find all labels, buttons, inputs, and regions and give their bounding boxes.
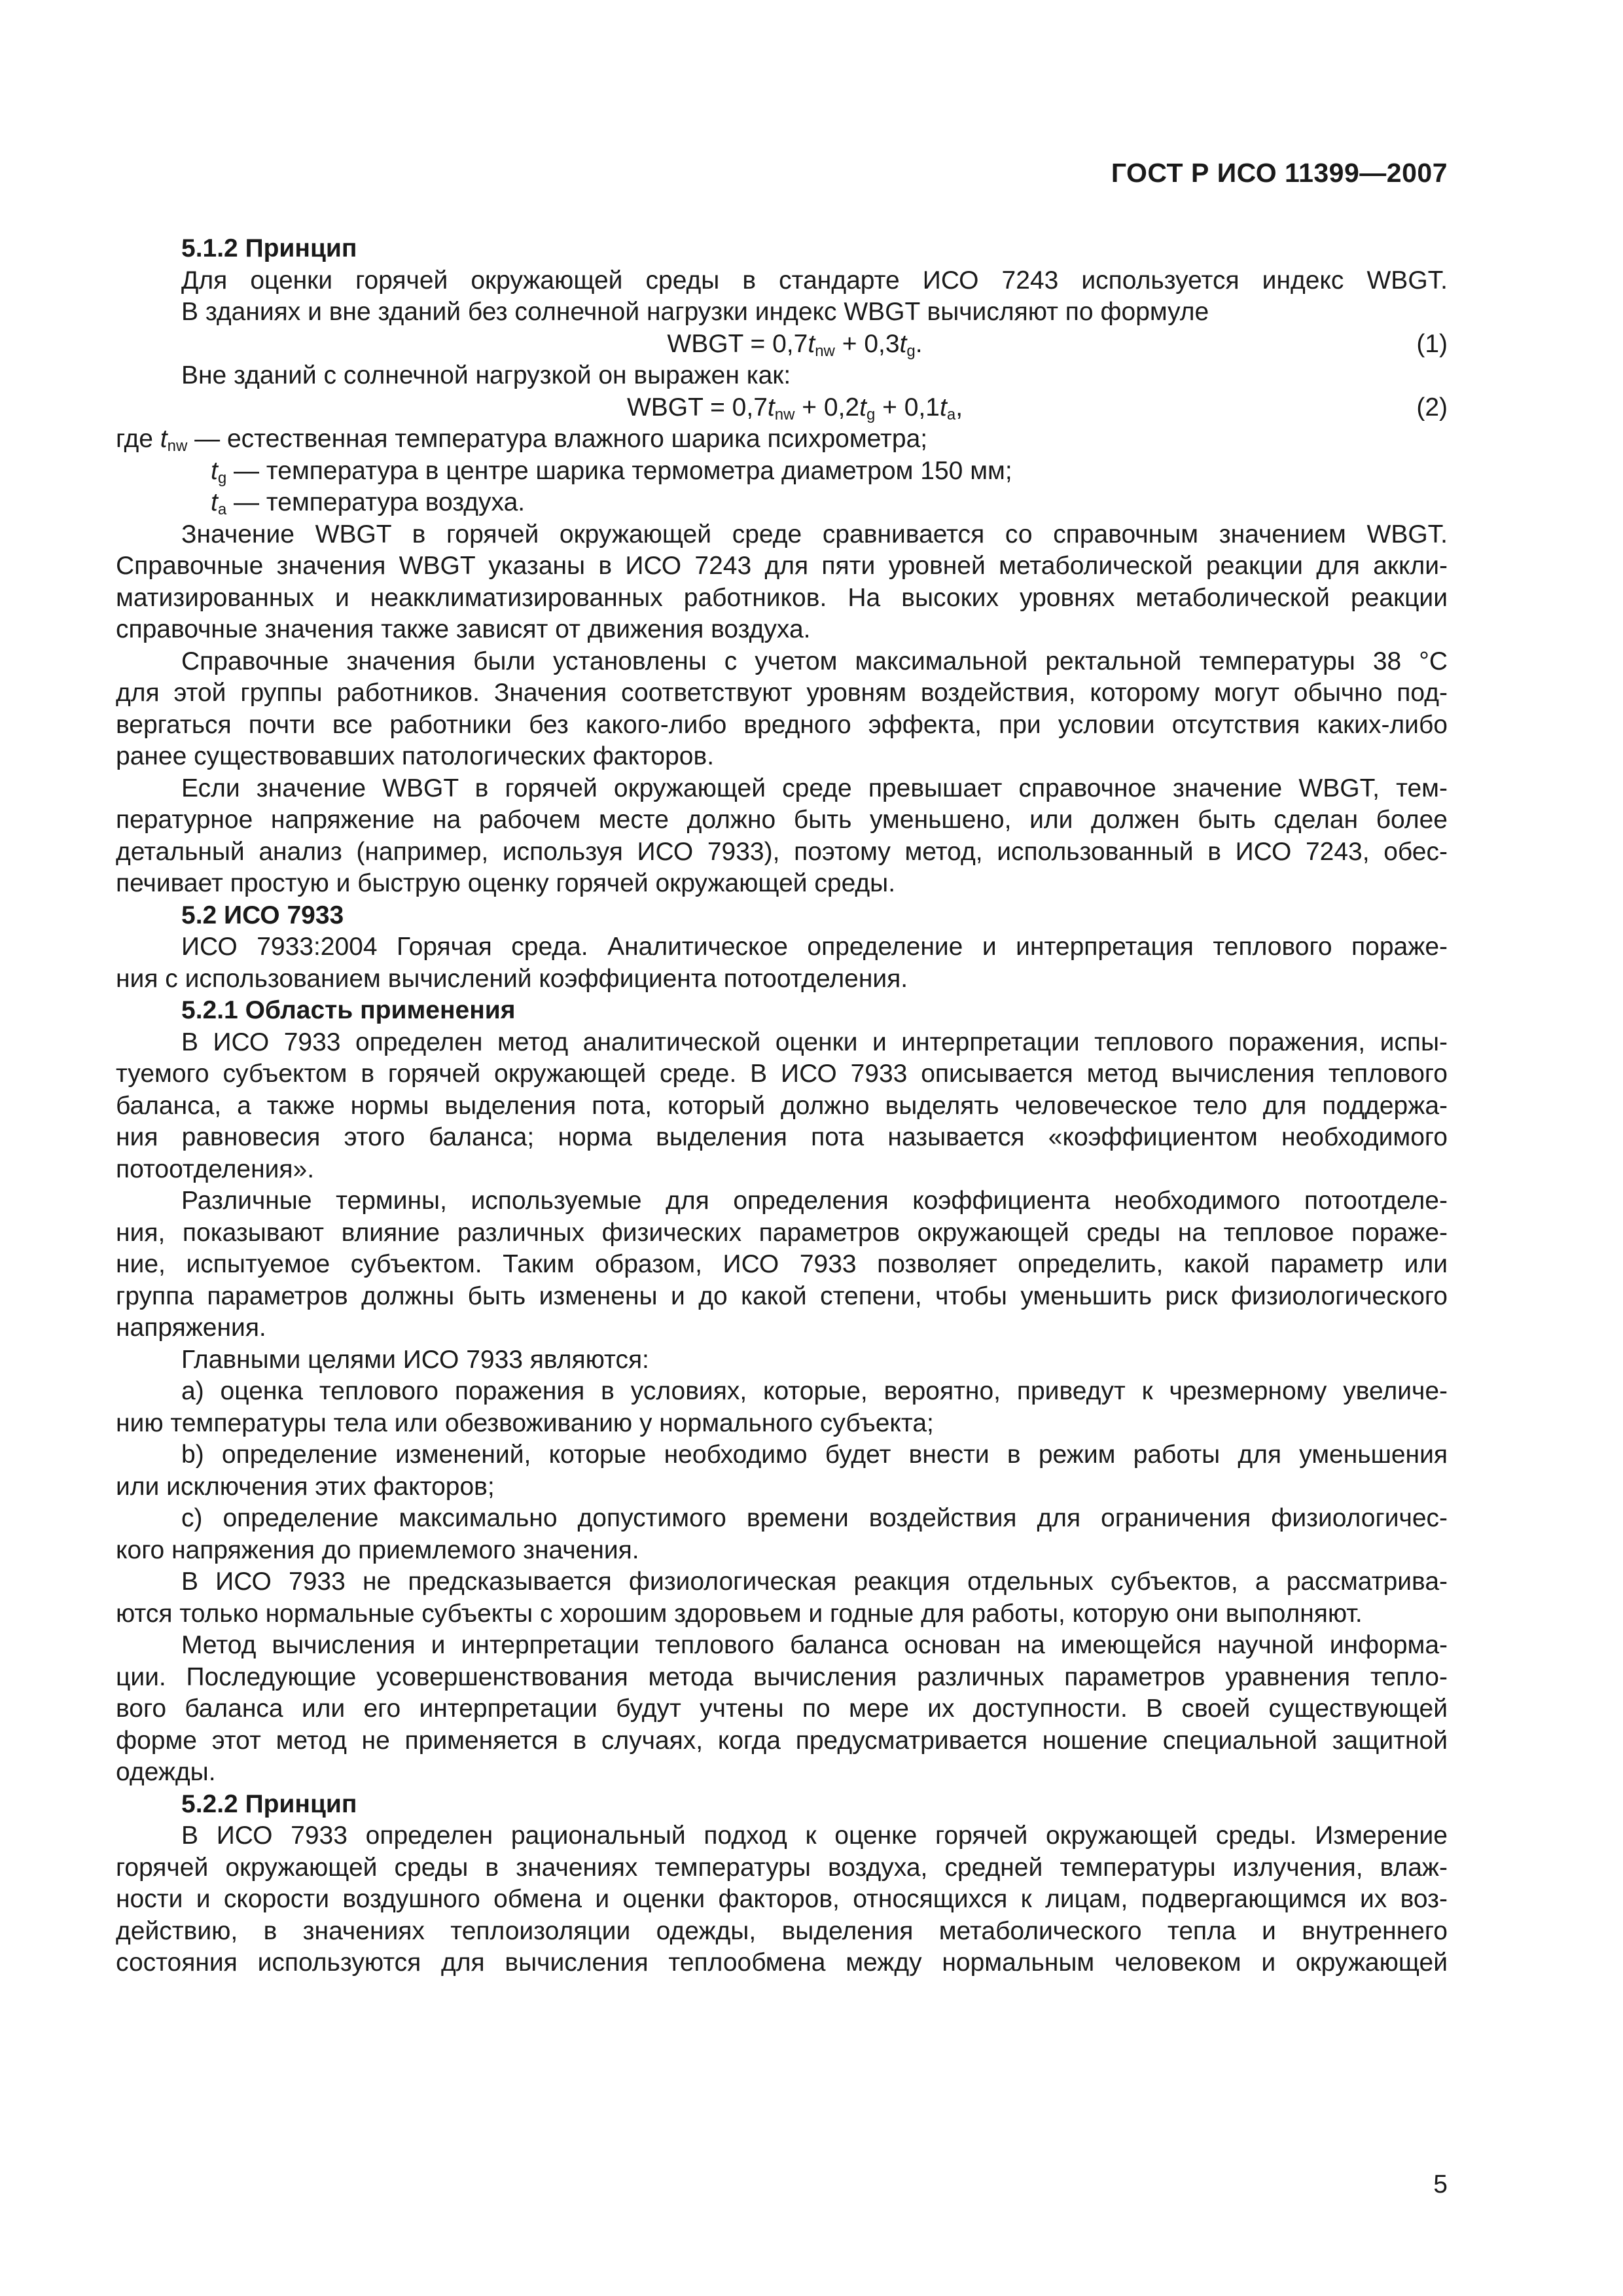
- section-title-5-2-1: 5.2.1 Область применения: [181, 996, 516, 1024]
- document-body: [116, 233, 1448, 1979]
- paragraph: В ИСО 7933 определен метод аналитической оценки и интерпретации теплового поражения, испы- туемого субъектом в горячей окружающей среде. В ИСО 7933 описывается метод вычисления теплового баланса, а также нормы выделения пота, который должно выделять человеческое тело для поддержа- ния равновесия этого баланса; норма выделения пота называется «коэффициентом необходимого потоотделения».: [116, 1028, 1448, 1183]
- paragraph: Вне зданий с солнечной нагрузкой он выражен как:: [181, 361, 791, 389]
- paragraph: Метод вычисления и интерпретации теплового баланса основан на имеющейся научной информа- ции. Последующие усовершенствования метода вычисления различных параметров уравнения тепло- вого баланса или его интерпретации будут учтены по мере их доступности. В своей существующей форме этот метод не применяется в случаях, когда предусматривается ношение специальной защитной одежды.: [116, 1631, 1448, 1786]
- section-title-5-2-2: 5.2.2 Принцип: [181, 1789, 357, 1818]
- formula-1: WBGT = $0,7t_{nw} + 0,3t_g$. (1): [667, 329, 1448, 360]
- variable-definitions: где $t_{nw}$ — естественная температура влажного шарика психрометра; $t_g$ — температура в центре шарика термометра диаметром 150 мм; $t_a$ — температура воздуха.: [116, 425, 1012, 518]
- paragraph: В ИСО 7933 определен рациональный подход к оценке горячей окружающей среды. Измерение горячей окружающей среды в значениях температуры воздуха, средней температуры излучения, влаж- ности и скорости воздушного обмена и оценки факторов, относящихся к лицам, подвергающимся их воз- действию, в значениях теплоизоляции одежды, выделения метаболического тепла и внутреннего состояния используются для вычисления теплообмена между нормальным человеком и окружающей: [116, 1821, 1448, 1977]
- list-item-a: a) оценка теплового поражения в условиях, которые, вероятно, приведут к чрезмерному увеличе- нию температуры тела или обезвоживанию у нормального субъекта;: [116, 1377, 1448, 1437]
- list-item-b: b) определение изменений, которые необходимо будет внести в режим работы для уменьшения или исключения этих факторов;: [116, 1441, 1448, 1501]
- formula-2: WBGT = $0,7t_{nw} + 0,2t_g + 0,1t_a$, (2): [626, 393, 1448, 423]
- paragraph: ИСО 7933:2004 Горячая среда. Аналитическое определение и интерпретация теплового пораже- ния с использованием вычислений коэффициента потоотделения.: [116, 933, 1448, 993]
- paragraph: В ИСО 7933 не предсказывается физиологическая реакция отдельных субъектов, а рассматрива- ются только нормальные субъекты с хорошим здоровьем и годные для работы, которую они выполняют.: [116, 1568, 1448, 1628]
- page-number: 5: [1433, 2170, 1448, 2198]
- paragraph: Если значение WBGT в горячей окружающей среде превышает справочное значение WBGT, тем- пературное напряжение на рабочем месте должно быть уменьшено, или должен быть сделан более детальный анализ (например, используя ИСО 7933), поэтому метод, использованный в ИСО 7243, обес- печивает простую и быструю оценку горячей окружающей среды.: [116, 774, 1448, 897]
- paragraph: Для оценки горячей окружающей среды в стандарте ИСО 7243 используется индекс WBGT. В зданиях и вне зданий без солнечной нагрузки индекс WBGT вычисляют по формуле: [181, 266, 1448, 326]
- list-item-c: c) определение максимально допустимого времени воздействия для ограничения физиологичес- кого напряжения до приемлемого значения.: [116, 1504, 1448, 1564]
- formula-number: (2): [1416, 393, 1448, 422]
- paragraph: Справочные значения были установлены с учетом максимальной ректальной температуры 38 °С для этой группы работников. Значения соответствуют уровням воздействия, которому могут обычно под- вергаться почти все работники без какого-либо вредного эффекта, при условии отсутствия каких-либо ранее существовавших патологических факторов.: [116, 647, 1448, 770]
- paragraph: Значение WBGT в горячей окружающей среде сравнивается со справочным значением WBGT. Справочные значения WBGT указаны в ИСО 7243 для пяти уровней метаболической реакции для аккли- матизированных и неакклиматизированных работников. На высоких уровнях метаболической реакции справочные значения также зависят от движения воздуха.: [116, 520, 1448, 643]
- paragraph: Различные термины, используемые для определения коэффициента необходимого потоотделе- ния, показывают влияние различных физических параметров окружающей среды на тепловое пораже- ние, испытуемое субъектом. Таким образом, ИСО 7933 позволяет определить, какой параметр или группа параметров должны быть изменены и до какой степени, чтобы уменьшить риск физиологического напряжения.: [116, 1187, 1448, 1342]
- section-title-5-2: 5.2 ИСО 7933: [181, 901, 344, 929]
- paragraph: Главными целями ИСО 7933 являются:: [181, 1345, 649, 1374]
- section-title-5-1-2: 5.1.2 Принцип: [181, 234, 357, 262]
- formula-number: (1): [1416, 329, 1448, 358]
- document-header: ГОСТ Р ИСО 11399—2007: [1111, 158, 1448, 188]
